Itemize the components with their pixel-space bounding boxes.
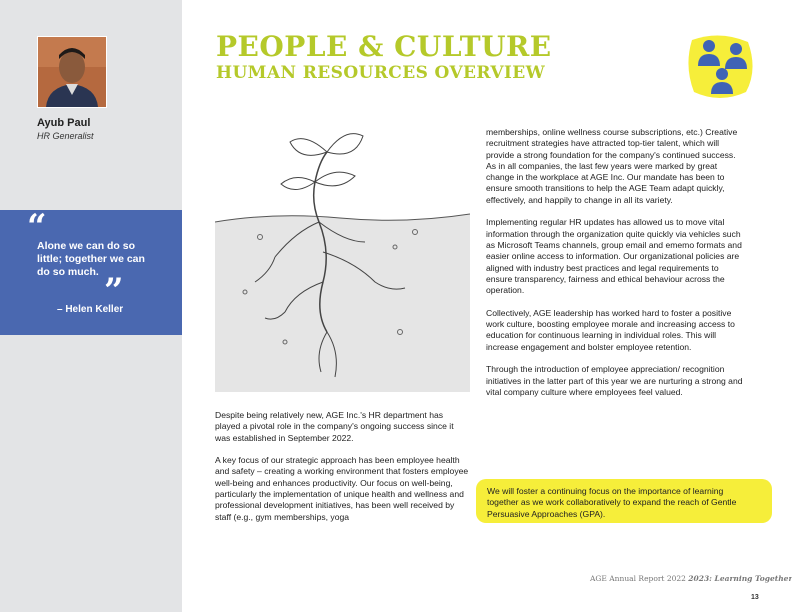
quote-text: Alone we can do so little; together we can do so much. xyxy=(37,240,145,278)
body-paragraph: Despite being relatively new, AGE Inc.'s HR department has played a pivotal role in the company's ongoing success since it was established in September 2022. xyxy=(215,410,454,443)
page-number: 13 xyxy=(751,594,759,601)
avatar xyxy=(37,36,107,108)
profile-name: Ayub Paul xyxy=(37,117,91,129)
quote-author: – Helen Keller xyxy=(57,304,124,315)
footer-report-title xyxy=(590,574,792,583)
body-paragraph: Collectively, AGE leadership has worked hard to foster a positive work culture, boosting employee morale and increasing access to education for continuous learning in individual roles. This will increase engagement and bolster employee retention. xyxy=(486,307,735,352)
body-column-left xyxy=(215,410,470,534)
body-paragraph: A key focus of our strategic approach has been employee health and safety – creating a working environment that fosters employee well-being and enhances productivity. Our focus on well-being, particularly the implementation of unique health and wellness and professional development initiatives, has been well received by staff (e.g., gym memberships, yoga xyxy=(215,455,469,522)
open-quote-mark: “ xyxy=(27,207,47,247)
page-subtitle: HUMAN RESOURCES OVERVIEW xyxy=(216,63,546,83)
body-paragraph: Through the introduction of employee appreciation/ recognition initiatives in the latter part of this year we are nurturing a strong and vital company culture where employees feel valued. xyxy=(486,364,743,397)
body-column-right xyxy=(486,127,746,409)
highlight-text: We will foster a continuing focus on the importance of learning together as we work collaboratively to expand the reach of Gentle Persuasive Approaches (GPA). xyxy=(487,486,737,519)
footer-tagline: 2023: Learning Together xyxy=(688,574,792,583)
close-quote-mark: ” xyxy=(104,271,124,311)
body-paragraph: Implementing regular HR updates has allowed us to move vital information through the organization quite quickly via vehicles such as Microsoft Teams channels, group email and ememo formats and easier online access to information. Our organizational policies are aligned with industry best practices and legal requirements to ensure transparency, fairness and ethical behaviour across the operation. xyxy=(486,217,742,296)
page-title: PEOPLE & CULTURE xyxy=(216,30,552,63)
footer-report-name: AGE Annual Report 2022 xyxy=(590,574,686,583)
profile-role: HR Generalist xyxy=(37,131,94,141)
sprouting-plant-illustration xyxy=(215,122,470,392)
body-paragraph: memberships, online wellness course subscriptions, etc.) Creative recruitment strategies have attracted top-tier talent, which will provide a strong foundation for the company's continued success. As in all companies, the last few years were marked by great change in the workplace at AGE Inc. Our mandate has been to ensure smooth transitions to help the AGE Team adapt quickly, effectively, and happily to change in all its variety. xyxy=(486,127,738,205)
team-people-icon xyxy=(684,30,756,102)
quote-box xyxy=(0,207,182,335)
portrait-photo xyxy=(38,37,106,107)
sidebar xyxy=(0,0,182,612)
